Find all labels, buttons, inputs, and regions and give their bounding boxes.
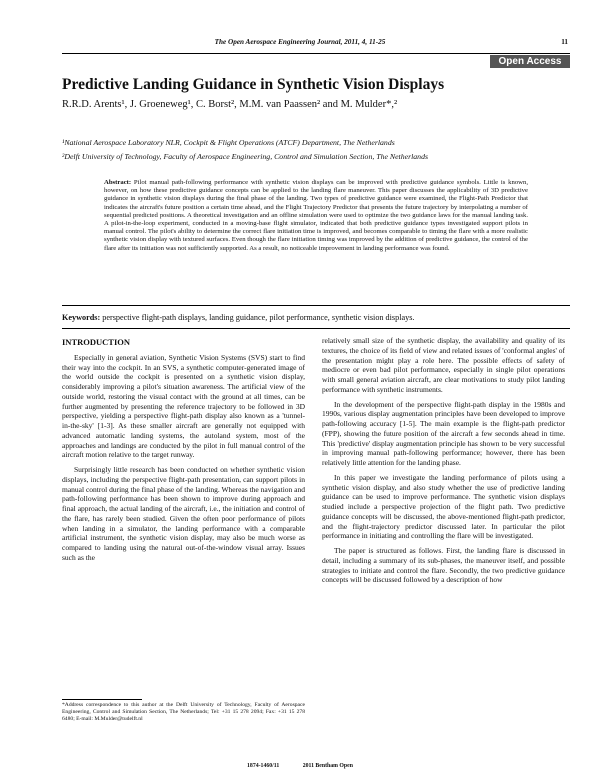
correspondence-footnote: *Address correspondence to this author at the Delft University of Technology, Faculty of Aerospace Engineering, Control and Simulation Section, The Netherlands; Tel: +31 15 278 2094; Fax: +31 15 278 6480; E-mail: M.Mulder@tudelft.nl: [62, 702, 305, 722]
running-header: [0, 38, 600, 46]
keywords-bottom-divider: [62, 328, 570, 329]
body-paragraph-continued: relatively small size of the synthetic display, the availability and quality of its textures, the choice of its field of view and related issues of 'conformal angles' of the presentation might play a role here. The possible effects of safety of mediocre or even bad pilot performance, especially in single pilot operations with small general aviation aircraft, are clear motivations to study pilot landing performance with synthetic instruments.: [322, 336, 565, 394]
keywords-label: Keywords:: [62, 313, 101, 322]
header-divider: [62, 53, 570, 54]
left-column: [62, 338, 305, 568]
body-paragraph: The paper is structured as follows. First, the landing flare is discussed in detail, including a summary of its sub-phases, the maneuver itself, and possible strategies to initiate and control the flare. Secondly, the two predictive guidance concepts will be discussed followed by a description of how: [322, 546, 565, 585]
journal-citation: The Open Aerospace Engineering Journal, 2011, 4, 11-25: [214, 38, 386, 46]
open-access-badge: Open Access: [490, 55, 570, 68]
keywords-text: perspective flight-path displays, landing guidance, pilot performance, synthetic vision displays.: [102, 313, 415, 322]
page-number: 11: [561, 38, 568, 46]
body-paragraph: In the development of the perspective flight-path display in the 1980s and 1990s, various display augmentation principles have been developed to improve path-following accuracy [1-5]. The main example is the flight-path predictor (FPP), showing the future position of the aircraft a few seconds ahead in time. This 'predictive' display augmentation principle has shown to be very successful in improving manual path-following performance; however, there has been relatively little attention for the landing phase.: [322, 399, 565, 467]
body-paragraph: Surprisingly little research has been conducted on whether synthetic vision displays, including the perspective flight-path presentation, can support pilots in manual control during the final phase of the landing. Whereas the navigation and path-following performance has been shown to improve during approach and final approach, the actual landing of the aircraft, i.e., the initiation and control of the flare, has rarely been studied. Given the often poor performance of pilots when landing in a simulator, the landing performance with a comparable artificial instrument, the synthetic vision display, may also be much worse as compared to landing using the natural out-of-the-window visual array. Issues such as the: [62, 465, 305, 562]
keywords-top-divider: [62, 305, 570, 306]
abstract: [104, 179, 528, 253]
affiliation-2: ²Delft University of Technology, Faculty of Aerospace Engineering, Control and Simulation Section, The Netherlands: [62, 152, 429, 161]
abstract-label: Abstract:: [104, 179, 132, 186]
publisher: 2011 Bentham Open: [302, 763, 353, 769]
page-footer: [0, 763, 600, 769]
affiliation-1: ¹National Aerospace Laboratory NLR, Cockpit & Flight Operations (ATCF) Department, The Netherlands: [62, 138, 395, 147]
footnote-divider: [62, 699, 142, 700]
keywords: [62, 313, 572, 322]
abstract-text: Pilot manual path-following performance with synthetic vision displays can be improved with predictive guidance symbols. Little is known, however, on how these predictive guidance concepts can be applied to the landing flare maneuver. This paper discusses the applicability of 3D predictive guidance in synthetic vision displays during the final phase of the landing. Two types of predictive guidance were examined, the Flight-Path Predictor that indicates the aircraft's future position a certain time ahead, and the Flight Trajectory Predictor that presents the future trajectory by interpolating a number of sequential predicted positions. A theoretical investigation and an offline simulation were used to optimize the two guidance laws for the manual landing task. A pilot-in-the-loop experiment, conducted in a moving-base flight simulator, indicated that both predictive guidance types investigated support pilots in manual control. The pilot's ability to determine the correct flare initiation time is improved, and becomes comparable to timing the flare with a more realistic synthetic vision display with textured surfaces. Even though the flare initiation timing was improved by the addition of predictive guidance, the control of the flare after its initiation was not sufficiently supported. As a result, no noticeable improvement in landing performance was found.: [104, 179, 529, 252]
right-column: [322, 336, 565, 590]
author-list: R.R.D. Arents¹, J. Groeneweg¹, C. Borst², M.M. van Paassen² and M. Mulder*,²: [62, 99, 398, 110]
section-heading-introduction: INTRODUCTION: [62, 337, 131, 347]
body-paragraph: Especially in general aviation, Synthetic Vision Systems (SVS) start to find their way into the cockpit. In an SVS, a synthetic computer-generated image of the world outside the cockpit is presented on a synthetic vision display, considerably improving a pilot's situation awareness. The artificial view of the outside world, restoring the visual contact with the ground at all times, can be further augmented by presenting the reference trajectory to be followed in 3D perspective, yielding a perspective flight-path display also known as a 'tunnel-in-the-sky' [1-3]. As these smaller aircraft are generally not equipped with advanced automatic landing systems, the autoland system, most of the approaches and landings are conducted by the pilot in full manual control of the aircraft motion relative to the target runway.: [62, 352, 305, 460]
paper-title: Predictive Landing Guidance in Synthetic Vision Displays: [62, 76, 445, 93]
body-paragraph: In this paper we investigate the landing performance of pilots using a synthetic vision display, and also study whether the use of predictive landing guidance can be used to improve performance. The synthetic vision displays studied include a perspective projection of the flight path. Two predictive guidance concepts will be discussed, the above-mentioned flight-path predictor, and the flight-trajectory predictor discussed later. In particular the pilot performance in initiating and controlling the flare will be investigated.: [322, 472, 565, 541]
issn: 1874-1460/11: [247, 763, 280, 769]
